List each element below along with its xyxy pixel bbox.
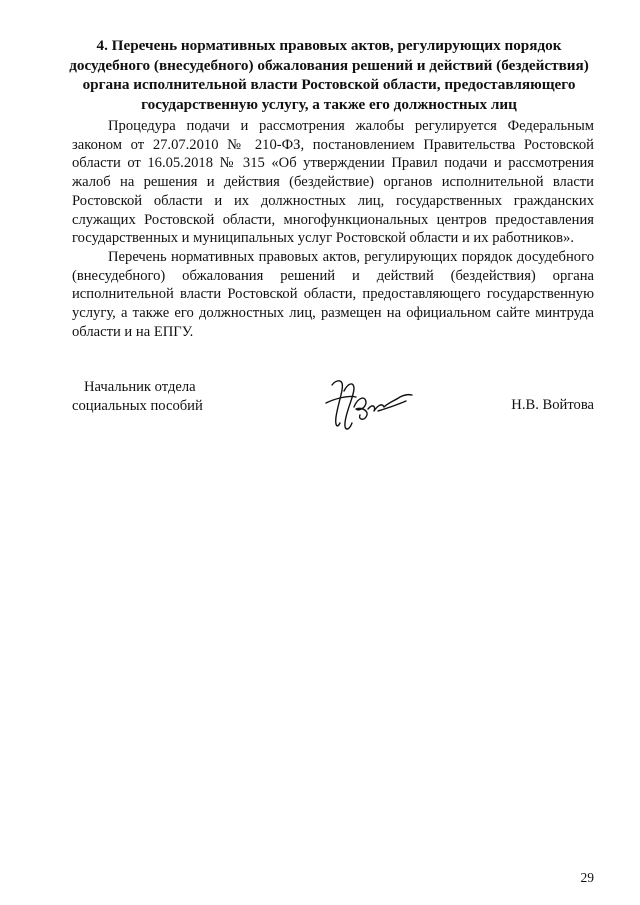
paragraph-acts-list: Перечень нормативных правовых актов, регулирующих порядок досудебного (внесудебного) обжалования решений и действий (бездействия) органа исполнительной власти Ростовской области, предоставляющего государственную услугу, а также его должностных лиц, размещен на официальном сайте минтруда области и на ЕПГУ. <box>72 248 594 340</box>
handwritten-signature <box>318 373 418 435</box>
signatory-position <box>72 378 203 415</box>
page-number: 29 <box>580 870 594 885</box>
section-heading: 4. Перечень нормативных правовых актов, регулирующих порядок досудебного (внесудебного) обжалования решений и действий (бездействия) органа исполнительной власти Ростовской области, предоставляющего государственную услугу, а также его должностных лиц <box>69 37 589 113</box>
position-line-2: социальных пособий <box>72 397 203 414</box>
paragraph-procedure: Процедура подачи и рассмотрения жалобы регулируется Федеральным законом от 27.07.2010 № 210-ФЗ, постановлением Правительства Ростовской области от 16.05.2018 № 315 «Об утверждении Правил подачи и рассмотрения жалоб на решения и действия (бездействие) органов исполнительной власти Ростовской области и их должностных лиц, государственных гражданских служащих Ростовской области, многофункциональных центров предоставления государственных и муниципальных услуг Ростовской области и их работников». <box>72 118 594 247</box>
position-line-1: Начальник отдела <box>84 379 196 395</box>
body-text <box>72 117 594 341</box>
signatory-name: Н.В. Войтова <box>511 397 594 413</box>
